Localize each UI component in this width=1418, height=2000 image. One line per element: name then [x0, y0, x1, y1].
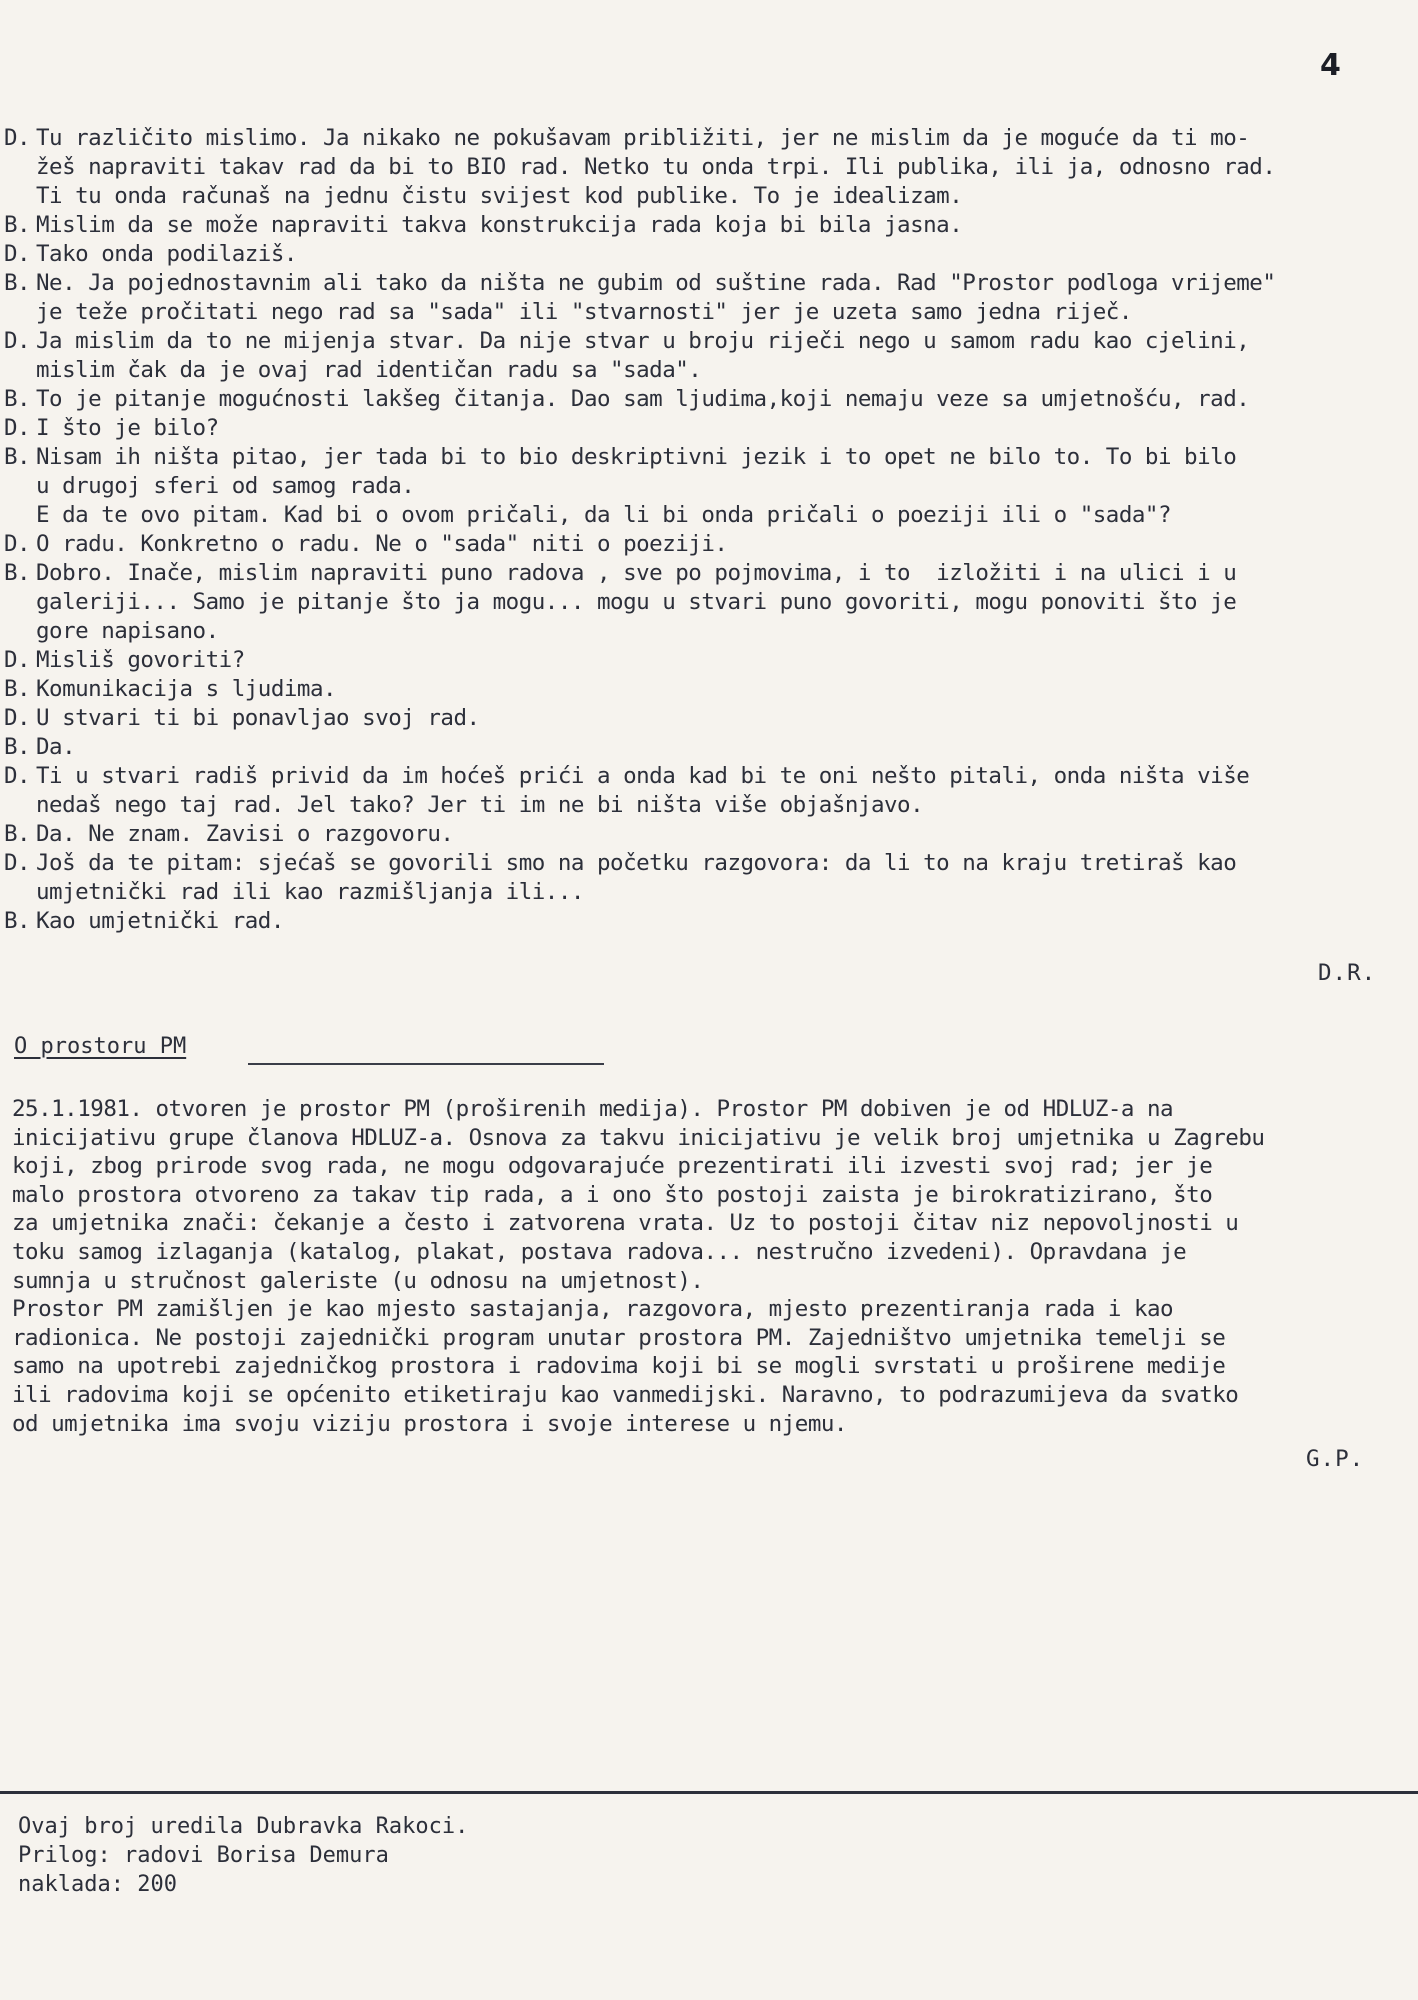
page-number: 4: [1320, 48, 1341, 83]
section-divider: [248, 1063, 604, 1065]
dialogue-text: galeriji... Samo je pitanje što ja mogu... mogu u stvari puno govoriti, mogu ponoviti što je: [36, 589, 1237, 615]
speaker-initial: B.: [4, 270, 31, 296]
dialogue-text: Da. Ne znam. Zavisi o razgovoru.: [36, 821, 454, 847]
speaker-initial: D.: [4, 125, 31, 151]
dialogue-text: O radu. Konkretno o radu. Ne o "sada" niti o poeziji.: [36, 531, 728, 557]
section-signature: G.P.: [1306, 1446, 1365, 1472]
dialogue-text: Tako onda podilaziš.: [36, 241, 297, 267]
speaker-initial: B.: [4, 386, 31, 412]
speaker-initial: D.: [4, 850, 31, 876]
dialogue-text: u drugoj sferi od samog rada.: [36, 473, 415, 499]
speaker-initial: B.: [4, 212, 31, 238]
speaker-initial: B.: [4, 821, 31, 847]
speaker-initial: D.: [4, 415, 31, 441]
colophon-line: naklada: 200: [18, 1872, 177, 1897]
colophon-line: Ovaj broj uredila Dubravka Rakoci.: [18, 1814, 469, 1839]
dialogue-text: Komunikacija s ljudima.: [36, 676, 337, 702]
dialogue-text: Misliš govoriti?: [36, 647, 245, 673]
dialogue-text: Ne. Ja pojednostavnim ali tako da ništa ne gubim od suštine rada. Rad "Prostor podloga vrijeme": [36, 270, 1276, 296]
paragraph-line: sumnja u stručnost galeriste (u odnosu na umjetnost).: [12, 1267, 704, 1294]
speaker-initial: D.: [4, 763, 31, 789]
section-title: O prostoru PM: [14, 1034, 187, 1059]
paragraph-line: ili radovima koji se općenito etiketiraju kao vanmedijski. Naravno, to podrazumijeva da svatko: [12, 1382, 1239, 1408]
speaker-initial: B.: [4, 444, 31, 470]
paragraph-line: za umjetnika znači: čekanje a često i zatvorena vrata. Uz to postoji čitav niz nepovoljnosti u: [12, 1210, 1239, 1237]
dialogue-text: Kao umjetnički rad.: [36, 908, 284, 934]
dialogue-text: je teže pročitati nego rad sa "sada" ili "stvarnosti" jer je uzeta samo jedna riječ.: [36, 299, 1132, 325]
paragraph-line: samo na upotrebi zajedničkog prostora i radovima koji bi se mogli svrstati u proširene medije: [12, 1353, 1226, 1380]
speaker-initial: B.: [4, 908, 31, 934]
speaker-initial: D.: [4, 705, 31, 731]
dialogue-text: žeš napraviti takav rad da bi to BIO rad. Netko tu onda trpi. Ili publika, ili ja, odnosno rad.: [36, 154, 1276, 180]
speaker-initial: B.: [4, 734, 31, 760]
dialogue-text: Mislim da se može napraviti takva konstrukcija rada koja bi bila jasna.: [36, 212, 963, 238]
paragraph-line: toku samog izlaganja (katalog, plakat, postava radova... nestručno izvedeni). Opravdana je: [12, 1239, 1187, 1265]
speaker-initial: D.: [4, 531, 31, 557]
colophon-line: Prilog: radovi Borisa Demura: [18, 1843, 389, 1868]
dialogue-text: Tu različito mislimo. Ja nikako ne pokušavam približiti, jer ne mislim da je moguće da ti mo-: [36, 125, 1250, 151]
dialogue-text: gore napisano.: [36, 618, 219, 644]
dialogue-text: Ja mislim da to ne mijenja stvar. Da nije stvar u broju riječi nego u samom radu kao cjelini,: [36, 328, 1250, 354]
paragraph-line: inicijativu grupe članova HDLUZ-a. Osnova za takvu inicijativu je velik broj umjetnika u Zagrebu: [12, 1124, 1265, 1151]
dialogue-text: E da te ovo pitam. Kad bi o ovom pričali, da li bi onda pričali o poeziji ili o "sada"?: [36, 502, 1172, 528]
paragraph-line: malo prostora otvoreno za takav tip rada, a i ono što postoji zaista je birokratizirano, što: [12, 1181, 1213, 1208]
speaker-initial: D.: [4, 241, 31, 267]
paragraph-line: od umjetnika ima svoju viziju prostora i svoje interese u njemu.: [12, 1410, 847, 1437]
dialogue-text: I što je bilo?: [36, 415, 219, 441]
dialogue-text: Ti tu onda računaš na jednu čistu svijest kod publike. To je idealizam.: [36, 183, 963, 209]
colophon-divider: [0, 1791, 1418, 1794]
dialogue-text: nedaš nego taj rad. Jel tako? Jer ti im ne bi ništa više objašnjavo.: [36, 792, 924, 818]
dialogue-text: U stvari ti bi ponavljao svoj rad.: [36, 705, 480, 731]
dialogue-text: mislim čak da je ovaj rad identičan radu sa "sada".: [36, 357, 702, 383]
dialogue-text: umjetnički rad ili kao razmišljanja ili...: [36, 879, 584, 905]
dialogue-signature: D.R.: [1318, 960, 1377, 986]
paragraph-line: Prostor PM zamišljen je kao mjesto sastajanja, razgovora, mjesto prezentiranja rada i kao: [12, 1296, 1174, 1323]
dialogue-text: To je pitanje mogućnosti lakšeg čitanja. Dao sam ljudima,koji nemaju veze sa umjetnošću, rad.: [36, 386, 1250, 412]
paragraph-line: koji, zbog prirode svog rada, ne mogu odgovarajuće prezentirati ili izvesti svoj rad; jer je: [12, 1153, 1213, 1180]
paragraph-line: radionica. Ne postoji zajednički program unutar prostora PM. Zajedništvo umjetnika temelji se: [12, 1324, 1226, 1351]
speaker-initial: B.: [4, 560, 31, 586]
dialogue-text: Dobro. Inače, mislim napraviti puno radova , sve po pojmovima, i to izložiti i na ulici i u: [36, 560, 1237, 586]
dialogue-text: Još da te pitam: sjećaš se govorili smo na početku razgovora: da li to na kraju tretiraš kao: [36, 850, 1237, 876]
speaker-initial: D.: [4, 647, 31, 673]
speaker-initial: D.: [4, 328, 31, 354]
dialogue-text: Da.: [36, 734, 76, 760]
dialogue-text: Nisam ih ništa pitao, jer tada bi to bio deskriptivni jezik i to opet ne bilo to. To bi bilo: [36, 444, 1237, 470]
dialogue-text: Ti u stvari radiš privid da im hoćeš prići a onda kad bi te oni nešto pitali, onda ništa više: [36, 763, 1250, 789]
paragraph-line: 25.1.1981. otvoren je prostor PM (proširenih medija). Prostor PM dobiven je od HDLUZ-a na: [12, 1096, 1174, 1122]
speaker-initial: B.: [4, 676, 31, 702]
